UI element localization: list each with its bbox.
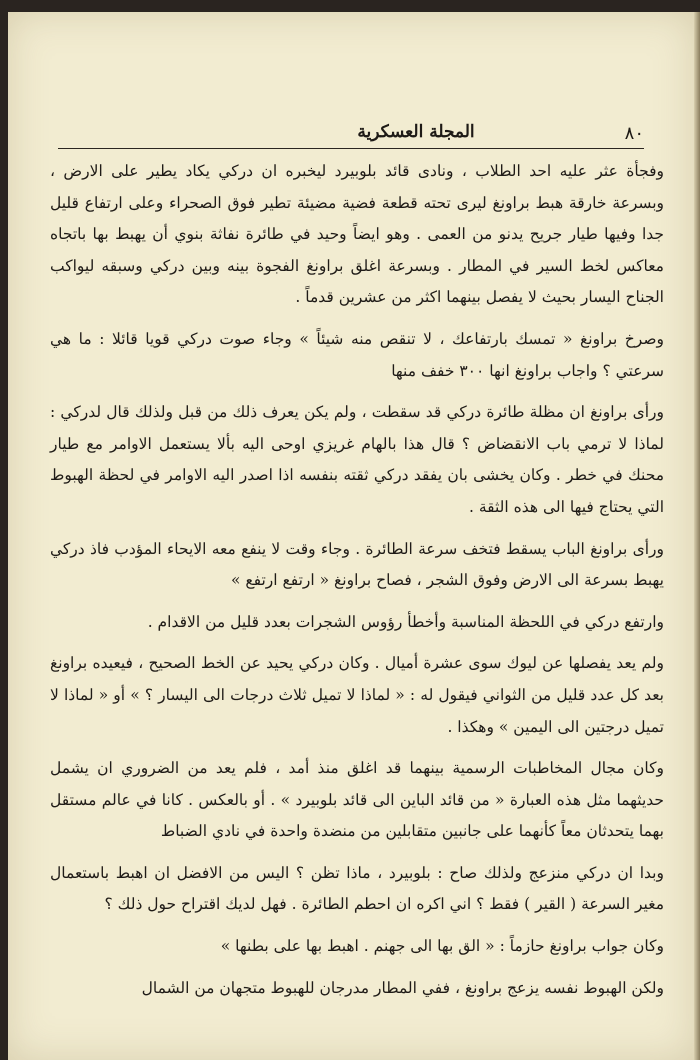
paragraph-3: ورأى براونغ ان مظلة طائرة دركي قد سقطت ، ولم يكن يعرف ذلك من قبل ولذلك قال لدركي : لماذا لا ترمي باب الانقضاض ؟ قال هذا بالهام غريزي اوحى اليه بألا يستعمل الاوامر مع طيار محنك في خطر . وكان يخشى بان يفقد دركي ثقته بنفسه اذا اصدر اليه الاوامر في لحظة الهبوط التي يحتاج فيها الى هذه الثقة . (50, 403, 664, 516)
book-page (8, 12, 694, 1060)
paragraph-4: ورأى براونغ الباب يسقط فتخف سرعة الطائرة . وجاء وقت لا ينفع معه الايحاء المؤدب فاذ دركي يهبط بسرعة الى الارض وفوق الشجر ، فصاح براونغ « ارتفع ارتفع » (50, 539, 664, 590)
paragraph-9: وكان جواب براونغ حازماً : « الق بها الى جهنم . اهبط بها على بطنها » (220, 937, 664, 956)
paragraph-2: وصرخ براونغ « تمسك بارتفاعك ، لا تنقص منه شيئاً » وجاء صوت دركي قويا قائلا : ما هي سرعتي ؟ واجاب براونغ انها ٣٠٠ خفف منها (50, 329, 664, 380)
article-body (50, 156, 664, 1014)
page-number: ٨٠ (624, 123, 644, 144)
paragraph-5: وارتفع دركي في اللحظة المناسبة وأخطأ رؤوس الشجرات بعدد قليل من الاقدام . (147, 612, 664, 631)
paragraph-8: وبدا ان دركي منزعج ولذلك صاح : بلوبيرد ، ماذا تظن ؟ اليس من الافضل ان اهبط باستعمال مغير السرعة ( القير ) فقط ؟ اني اكره ان احطم الطائرة . فهل لديك اقتراح حول ذلك ؟ (50, 863, 664, 914)
paragraph-1: وفجأة عثر عليه احد الطلاب ، ونادى قائد بلوبيرد ليخبره ان دركي يكاد يطير على الارض ، وبسرعة خارقة هبط براونغ ليرى تحته قطعة فضية مضيئة تطير فوق الصحراء وعلى ارتفاع قليل جدا وفيها طيار جريح يدنو من العمى . وهو ايضاً وحيد في طائرة نفاثة بنوي أن يهبط بها باتجاه معاكس لخط السير في المطار . وبسرعة اغلق براونغ الفجوة بينه وبين دركي وسبقه ليواكب الجناح اليسار بحيث لا يفصل بينهما اكثر من عشرين قدماً . (50, 162, 664, 307)
paragraph-7: وكان مجال المخاطبات الرسمية بينهما قد اغلق منذ أمد ، فلم يعد من الضروري ان يشمل حديثهما مثل هذه العبارة « من قائد الباين الى قائد بلوبيرد » . أو بالعكس . كانا في عالم مستقل بهما يتحدثان معاً كأنهما على جانبين متقابلين من منضدة واحدة في نادي الضباط (50, 759, 664, 841)
paragraph-10: ولكن الهبوط نفسه يزعج براونغ ، ففي المطار مدرجان للهبوط متجهان من الشمال (141, 978, 664, 997)
page-header (58, 112, 644, 149)
running-title: المجلة العسكرية (357, 122, 475, 142)
page-edge-shadow (694, 12, 700, 1060)
paragraph-6: ولم يعد يفصلها عن ليوك سوى عشرة أميال . وكان دركي يحيد عن الخط الصحيح ، فيعيده براونغ بعد كل عدد قليل من الثواني فيقول له : « لماذا لا تميل ثلاث درجات الى اليسار ؟ » أو « لماذا لا تميل درجتين الى اليمين » وهكذا . (50, 654, 664, 736)
